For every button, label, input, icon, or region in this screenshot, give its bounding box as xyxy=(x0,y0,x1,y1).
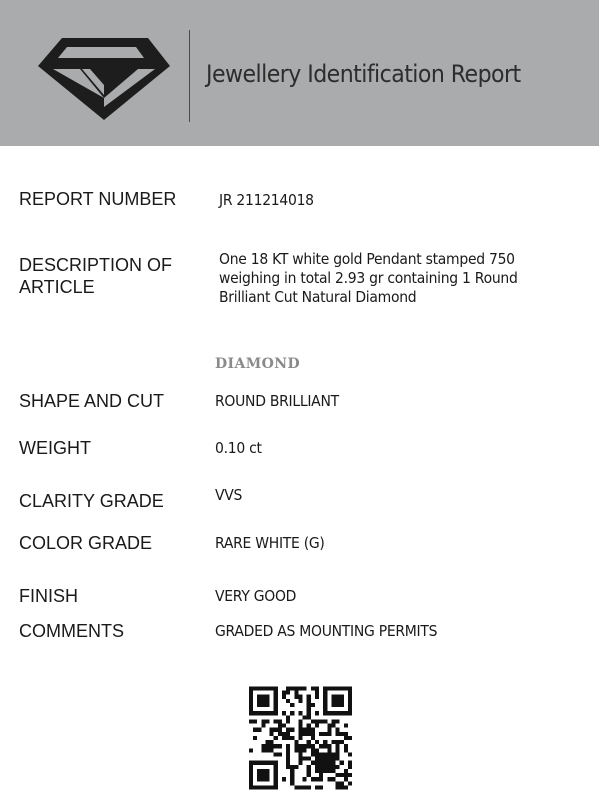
comments-value: GRADED AS MOUNTING PERMITS xyxy=(215,622,438,640)
report-header xyxy=(0,0,599,146)
description-label-line2: ARTICLE xyxy=(19,277,95,297)
report-number-value: JR 211214018 xyxy=(219,191,314,209)
weight-label: WEIGHT xyxy=(19,438,91,458)
finish-value: VERY GOOD xyxy=(215,587,297,605)
shape-cut-label: SHAPE AND CUT xyxy=(19,391,165,411)
g-diamond-logo-icon xyxy=(38,38,170,120)
qr-code-icon[interactable] xyxy=(249,686,352,790)
report-title: Jewellery Identification Report xyxy=(206,60,521,88)
description-value: One 18 KT white gold Pendant stamped 750 weighing in total 2.93 gr containing 1 Round Brilliant Cut Natural Diamond xyxy=(219,250,518,306)
shape-cut-value: ROUND BRILLIANT xyxy=(215,392,339,410)
report-number-label: REPORT NUMBER xyxy=(19,189,177,209)
finish-label: FINISH xyxy=(19,586,79,606)
section-title-diamond: DIAMOND xyxy=(215,356,300,372)
clarity-value: VVS xyxy=(215,486,243,504)
color-label: COLOR GRADE xyxy=(19,533,153,553)
header-divider xyxy=(189,30,190,122)
comments-label: COMMENTS xyxy=(19,621,124,641)
weight-value: 0.10 ct xyxy=(215,439,262,457)
description-label-line1: DESCRIPTION OF xyxy=(19,255,173,275)
color-value: RARE WHITE (G) xyxy=(215,534,325,552)
clarity-label: CLARITY GRADE xyxy=(19,491,164,511)
